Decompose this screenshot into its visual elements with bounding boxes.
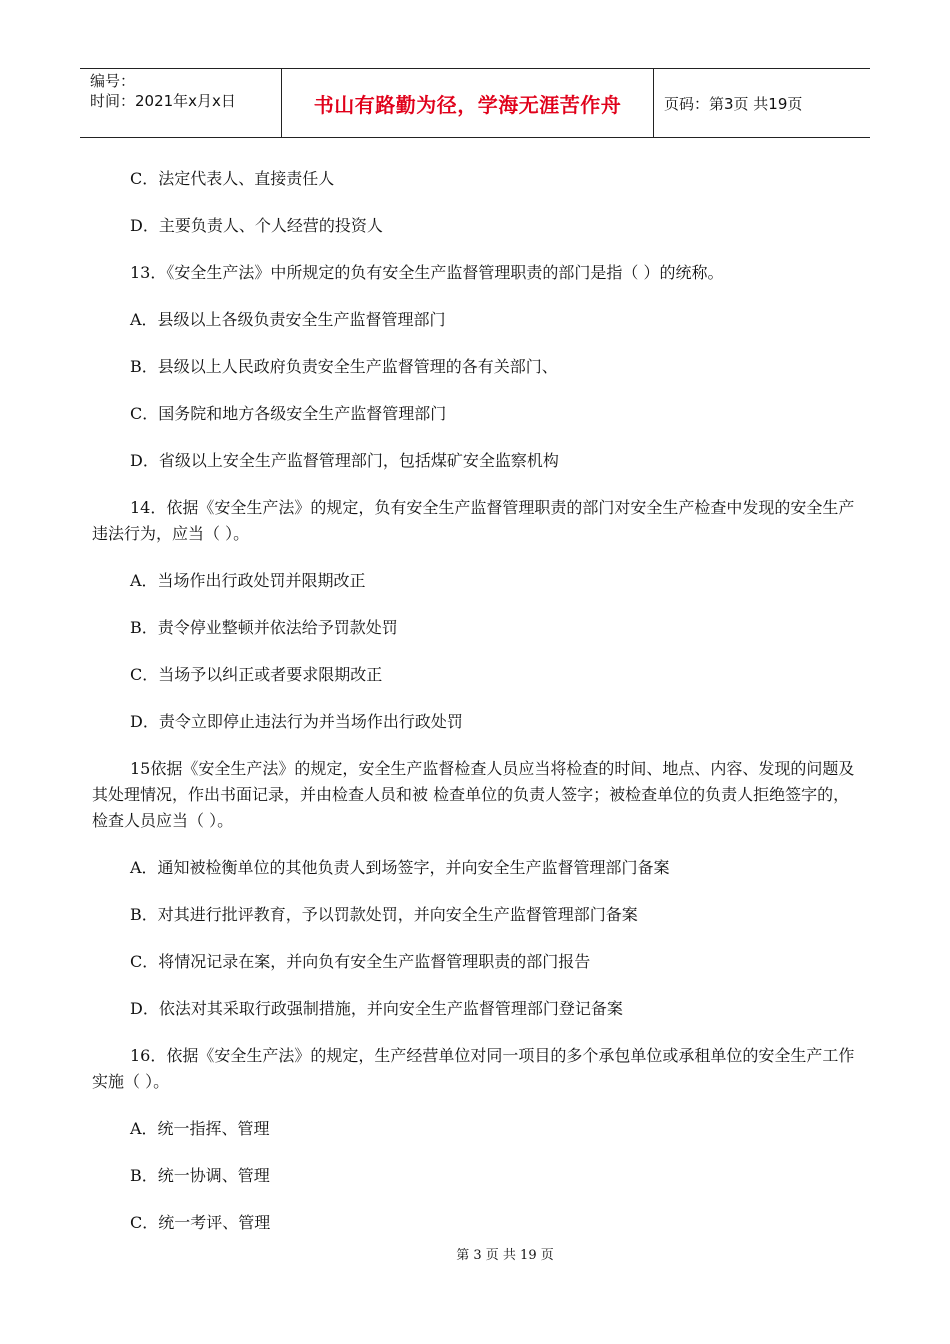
date-label: 时间：2021年x月x日 <box>90 92 236 110</box>
question-text: 14．依据《安全生产法》的规定，负有安全生产监督管理职责的部门对安全生产检查中发现的安全生产违法行为，应当（ ）。 <box>92 498 855 543</box>
answer-option: B．对其进行批评教育，予以罚款处罚，并向安全生产监督管理部门备案 <box>130 905 638 924</box>
page-footer: 第 3 页 共 19 页 <box>456 1248 554 1263</box>
answer-option: B．县级以上人民政府负责安全生产监督管理的各有关部门、 <box>130 357 558 376</box>
answer-option: A．县级以上各级负责安全生产监督管理部门 <box>130 310 446 329</box>
question-text: 16．依据《安全生产法》的规定，生产经营单位对同一项目的多个承包单位或承租单位的安全生产工作实施（ ）。 <box>92 1046 855 1091</box>
answer-option: D．主要负责人、个人经营的投资人 <box>130 216 383 235</box>
answer-option: C．当场予以纠正或者要求限期改正 <box>130 665 383 684</box>
header-page-info: 页码：第3页 共19页 <box>664 94 803 113</box>
answer-option: C．将情况记录在案，并向负有安全生产监督管理职责的部门报告 <box>130 952 591 971</box>
answer-option: A．当场作出行政处罚并限期改正 <box>130 571 366 590</box>
header-motto: 书山有路勤为径，学海无涯苦作舟 <box>282 69 654 137</box>
answer-option: C．统一考评、管理 <box>130 1213 271 1232</box>
document-body <box>92 166 862 1257</box>
answer-option: B．责令停业整顿并依法给予罚款处罚 <box>130 618 398 637</box>
header-meta <box>80 69 282 137</box>
answer-option: C．法定代表人、直接责任人 <box>130 169 335 188</box>
document-number-label: 编号： <box>90 72 136 90</box>
answer-option: A．通知被检衡单位的其他负责人到场签字，并向安全生产监督管理部门备案 <box>130 858 670 877</box>
answer-option: D．依法对其采取行政强制措施，并向安全生产监督管理部门登记备案 <box>130 999 623 1018</box>
answer-option: C．国务院和地方各级安全生产监督管理部门 <box>130 404 447 423</box>
answer-option: A．统一指挥、管理 <box>130 1119 270 1138</box>
question-text: 15依据《安全生产法》的规定，安全生产监督检查人员应当将检查的时间、地点、内容、发现的问题及其处理情况，作出书面记录，并由检查人员和被 检查单位的负责人签字；被检查单位的负责人拒绝签字的，检查人员应当（ ）。 <box>92 759 855 830</box>
answer-option: B．统一协调、管理 <box>130 1166 270 1185</box>
answer-option: D．责令立即停止违法行为并当场作出行政处罚 <box>130 712 463 731</box>
question-text: 13．《安全生产法》中所规定的负有安全生产监督管理职责的部门是指（ ）的统称。 <box>130 263 724 282</box>
page-header <box>80 68 870 138</box>
answer-option: D．省级以上安全生产监督管理部门，包括煤矿安全监察机构 <box>130 451 559 470</box>
